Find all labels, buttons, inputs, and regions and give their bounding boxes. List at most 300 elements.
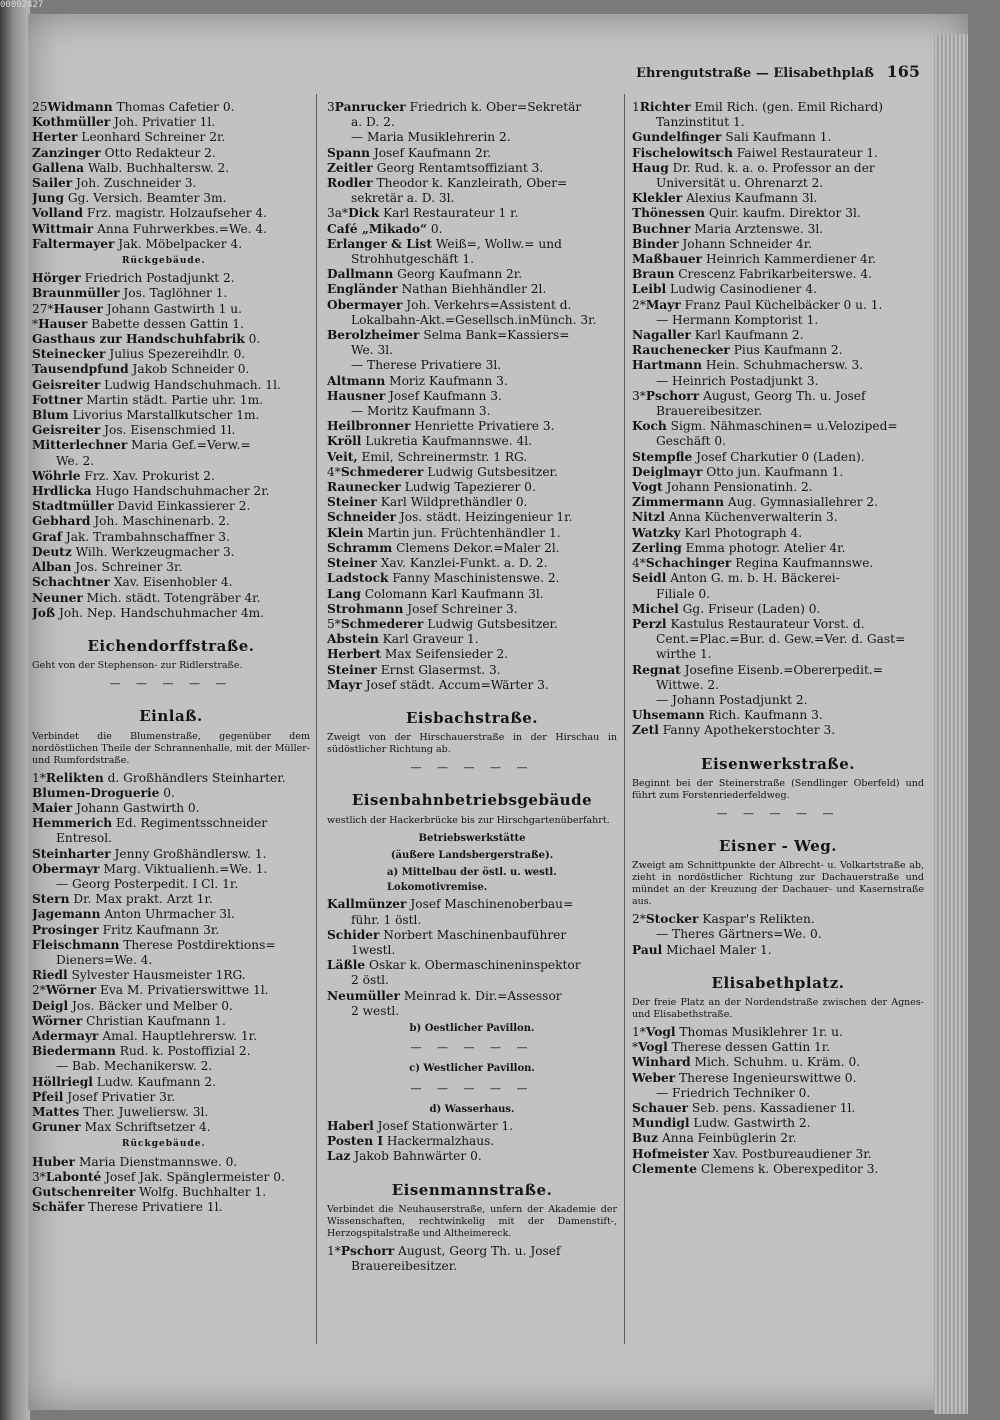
resident-name: Joß [32,605,56,620]
resident-details: Ludwig Handschuhmach. 1l. [104,377,281,392]
directory-entry [32,1029,310,1044]
directory-entry [632,206,924,221]
house-number: 2* [32,983,46,998]
resident-details: Ludwig Casinodiener 4. [669,282,817,297]
entry-continuation: führ. 1 östl. [351,912,422,927]
directory-entry [632,130,924,145]
directory-entry [32,801,310,816]
directory-entry [327,146,617,161]
directory-entry [632,343,924,358]
directory-entry [32,317,310,332]
directory-entry [632,358,924,373]
resident-name: Perzl [632,616,667,631]
resident-details: Mich. städt. Totengräber 4r. [86,590,261,605]
entry-continuation: Wittwe. 2. [656,677,720,692]
house-number: 2* [632,297,646,312]
directory-entry [32,560,310,575]
resident-name: Schauer [632,1100,689,1115]
resident-details: Maria Arztenswe. 3l. [694,221,824,236]
resident-details: 0. [430,221,443,236]
street-heading: Eisenbahnbetriebsgebäude [351,791,593,810]
resident-name: Panrucker [334,100,406,114]
resident-details: Anna Küchenverwalterin 3. [668,510,838,525]
resident-details: Xav. Postbureaudiener 3r. [712,1146,872,1161]
resident-name: Adermayr [32,1028,99,1043]
resident-name: Pschorr [645,388,700,403]
resident-details: Karl Photograph 4. [684,525,803,540]
directory-entry [32,983,310,998]
building-label: Betriebswerkstätte [418,832,526,844]
directory-entry [327,161,617,176]
resident-details: Otto jun. Kaufmann 1. [706,464,844,479]
directory-entry [327,206,617,221]
resident-name: Prosinger [32,922,99,937]
building-label: a) Mittelbau der östl. u. westl. Lokomotivremise. [387,866,557,894]
resident-details: Josef Maschinenoberbau= [410,897,574,912]
resident-details: Jenny Großhändlersw. 1. [114,846,267,861]
page-number: 165 [886,62,920,81]
resident-details: Joh. Zuschneider 3. [76,176,197,191]
resident-details: Dr. Max prakt. Arzt 1r. [73,892,213,907]
directory-entry [327,958,617,973]
directory-entry [32,499,310,514]
resident-name: Geisreiter [32,377,101,392]
resident-name: Zetl [632,723,659,738]
entry-continuation: — Friedrich Techniker 0. [656,1085,811,1100]
resident-details: Michael Maler 1. [666,942,772,957]
resident-name: Schachtner [32,575,110,590]
directory-entry [32,923,310,938]
resident-details: Josef Jak. Spänglermeister 0. [105,1169,285,1184]
resident-details: Jakob Bahnwärter 0. [354,1149,482,1164]
directory-entry [632,602,924,617]
directory-entry [32,408,310,423]
resident-details: Karl Kaufmann 2. [694,328,804,343]
resident-name: Seidl [632,571,667,586]
resident-details: Babette dessen Gattin 1. [91,316,244,331]
resident-name: Gruner [32,1120,81,1135]
resident-name: Schäfer [32,1200,85,1215]
resident-details: Josef Privatier 3r. [67,1089,176,1104]
resident-details: Ernst Glasermst. 3. [380,662,501,677]
resident-details: Georg Kaufmann 2r. [397,267,523,282]
section-separator: — — — — — [716,806,840,820]
street-heading: Eichendorffstraße. [87,636,255,655]
resident-name: Lang [327,586,361,601]
resident-name: Binder [632,236,679,251]
entry-continuation: — Therese Privatiere 3l. [351,358,502,373]
directory-entry [32,100,310,115]
resident-name: Huber [32,1154,76,1169]
entry-continuation: — Georg Posterpedit. I Cl. 1r. [56,876,239,891]
resident-details: August, Georg Th. u. Josef [703,388,866,403]
directory-entry [32,271,310,286]
resident-details: Therese dessen Gattin 1r. [671,1040,831,1055]
directory-entry [32,161,310,176]
resident-details: d. Großhändlers Steinharter. [107,770,286,785]
resident-details: Amal. Hauptlehrersw. 1r. [102,1028,257,1043]
directory-entry [32,378,310,393]
resident-name: Braun [632,267,675,282]
resident-name: Maier [32,800,73,815]
resident-details: Maria Dienstmannswe. 0. [78,1154,238,1169]
resident-name: Braunmüller [32,286,120,301]
street-heading: Elisabethplatz. [711,973,845,992]
resident-name: Hauser [53,301,103,316]
resident-name: Laz [327,1149,351,1164]
entry-continuation: — Theres Gärtners=We. 0. [656,927,822,942]
resident-name: Mayr [327,677,362,692]
directory-entry [32,469,310,484]
resident-details: Clemens Dekor.=Maler 2l. [396,540,560,555]
house-number: 1* [32,770,46,785]
resident-name: Wörner [45,983,97,998]
resident-name: Wittmair [32,221,94,236]
page-fore-edge [934,34,968,1414]
resident-details: Theodor k. Kanzleirath, Ober= [376,176,568,191]
resident-details: Joh. Nep. Handschuhmacher 4m. [59,605,265,620]
directory-entry [32,1170,310,1185]
building-label: b) Oestlicher Pavillon. [409,1022,535,1034]
entry-continuation: Tanzinstitut 1. [656,115,745,130]
resident-details: Otto Redakteur 2. [104,145,216,160]
resident-name: Steiner [327,556,377,571]
directory-entry [32,907,310,922]
resident-details: Karl Graveur 1. [382,632,479,647]
resident-name: Engländer [327,282,398,297]
directory-entry [327,389,617,404]
resident-name: Nagaller [632,328,691,343]
resident-name: Fleischmann [32,937,120,952]
resident-details: Emil Rich. (gen. Emil Richard) [694,100,884,114]
entry-continuation: — Hermann Komptorist 1. [656,312,819,327]
directory-entry [32,968,310,983]
resident-name: Leibl [632,282,667,297]
resident-details: Thomas Cafetier 0. [116,100,235,114]
entry-continuation: Lokalbahn-Akt.=Gesellsch.inMünch. 3r. [351,312,597,327]
resident-details: Wilh. Werkzeugmacher 3. [75,544,235,559]
resident-name: Hausner [327,388,386,403]
resident-details: Franz Paul Küchelbäcker 0 u. 1. [684,297,883,312]
directory-entry [632,328,924,343]
resident-name: Klein [327,525,364,540]
section-separator: — — — — — [410,1081,534,1095]
resident-name: Thönessen [632,206,706,221]
resident-details: Hein. Schuhmachersw. 3. [705,358,864,373]
resident-details: Johann Gastwirth 1 u. [106,301,242,316]
directory-entry [32,847,310,862]
resident-name: Gebhard [32,514,91,529]
resident-name: Mitterlechner [32,438,128,453]
resident-details: Sylvester Hausmeister 1RG. [71,968,246,983]
resident-details: Thomas Musiklehrer 1r. u. [679,1024,843,1039]
resident-name: Hartmann [632,358,702,373]
resident-details: Mich. Schuhm. u. Kräm. 0. [694,1055,861,1070]
directory-entry [327,632,617,647]
resident-name: Neumüller [327,988,400,1003]
directory-entry [632,571,924,586]
resident-name: Schider [327,927,380,942]
resident-details: Norbert Maschinenbauführer [383,927,567,942]
resident-details: Martin jun. Früchtenhändler 1. [367,525,561,540]
resident-details: Lukretia Kaufmannswe. 4l. [365,434,533,449]
resident-details: Jos. Bäcker und Melber 0. [71,998,233,1013]
directory-entry [327,419,617,434]
resident-details: Therese Ingenieurswittwe 0. [679,1070,857,1085]
directory-entry [327,434,617,449]
directory-entry [327,571,617,586]
resident-details: Emma photogr. Atelier 4r. [685,540,846,555]
resident-name: Buz [632,1131,659,1146]
resident-name: Volland [32,206,84,221]
directory-entry [32,237,310,252]
resident-details: Henriette Privatiere 3. [414,419,555,434]
resident-name: Mayr [645,297,681,312]
resident-name: Vogl [645,1024,676,1039]
resident-details: Anton G. m. b. H. Bäckerei- [670,571,840,586]
directory-entry [632,510,924,525]
house-number: * [32,316,39,331]
directory-entry [32,1105,310,1120]
resident-name: Faltermayer [32,236,115,251]
entry-continuation: — Bab. Mechanikersw. 2. [56,1059,213,1074]
resident-details: Josef Kaufmann 3. [389,388,502,403]
resident-details: Anna Fuhrwerkbes.=We. 4. [97,221,268,236]
building-label: d) Wasserhaus. [429,1103,515,1115]
directory-entry [32,591,310,606]
entry-continuation: — Heinrich Postadjunkt 3. [656,373,819,388]
directory-entry [32,423,310,438]
resident-name: Pfeil [32,1089,64,1104]
resident-name: Zanzinger [32,145,101,160]
directory-entry [632,267,924,282]
resident-details: Gg. Friseur (Laden) 0. [682,601,821,616]
resident-details: Emil, Schreinermstr. 1 RG. [361,449,528,464]
resident-details: Aug. Gymnasiallehrer 2. [727,495,879,510]
resident-name: Raunecker [327,480,401,495]
resident-details: Johann Gastwirth 0. [76,800,200,815]
building-label: (äußere Landsbergerstraße). [390,849,554,861]
house-number: 3* [632,388,646,403]
street-description: Zweigt am Schnittpunkte der Albrecht- u. Volkartstraße ab, zieht in nordöstlicher Richtung zur Dachauerstraße und mündet an der Kreuzung der Dachauer- und Kasernstraße aus. [632,860,924,908]
directory-entry [32,1090,310,1105]
resident-details: Julius Spezereihdlr. 0. [109,347,246,362]
directory-entry [32,206,310,221]
resident-details: Seb. pens. Kassadiener 1l. [691,1100,856,1115]
resident-details: August, Georg Th. u. Josef [398,1243,561,1258]
resident-name: Buchner [632,221,691,236]
resident-details: Jos. städt. Heizingenieur 1r. [399,510,573,525]
directory-entry [32,484,310,499]
directory-entry [327,267,617,282]
resident-name: Steinecker [32,347,106,362]
entry-continuation: wirthe 1. [656,647,712,662]
resident-details: Moriz Kaufmann 3. [389,373,508,388]
resident-name: Labonté [45,1169,102,1184]
resident-name: Posten I [327,1134,384,1149]
resident-name: Vogl [638,1040,668,1055]
directory-entry [32,191,310,206]
resident-name: Kröll [327,434,362,449]
resident-name: Abstein [327,632,379,647]
resident-name: Veit, [327,449,358,464]
directory-entry [327,897,617,912]
resident-name: Gallena [32,160,85,175]
directory-entry [32,606,310,621]
resident-details: Hugo Handschuhmacher 2r. [95,484,270,499]
resident-name: Stadtmüller [32,499,114,514]
resident-details: Ludwig Gutsbesitzer. [427,616,558,631]
resident-details: Georg Rentamtsoffiziant 3. [376,160,544,175]
resident-details: Gg. Versich. Beamter 3m. [67,191,227,206]
directory-entry [32,332,310,347]
resident-details: Sali Kaufmann 1. [725,130,832,145]
street-heading: Eisenmannstraße. [391,1180,553,1199]
street-heading: Eisbachstraße. [406,708,538,727]
resident-name: Kothmüller [32,115,111,130]
directory-entry [632,1162,924,1177]
directory-entry [327,663,617,678]
resident-details: Colomann Karl Kaufmann 3l. [364,586,544,601]
resident-details: Rud. k. Postoffizial 2. [119,1044,251,1059]
directory-entry [32,130,310,145]
house-number: * [632,1040,639,1055]
resident-details: Jos. Taglöhner 1. [123,286,228,301]
resident-details: Josef Schreiner 3. [407,601,518,616]
directory-entry [327,647,617,662]
resident-details: 0. [248,332,261,347]
directory-entry [327,602,617,617]
resident-name: Jung [32,191,65,206]
house-number: 3a* [327,206,349,221]
resident-name: Wöhrle [32,468,81,483]
resident-name: Zimmermann [632,495,725,510]
resident-details: Heinrich Kammerdiener 4r. [705,252,877,267]
directory-entry [632,389,924,404]
directory-entry [32,393,310,408]
resident-name: Schmederer [340,616,424,631]
resident-name: Altmann [327,373,386,388]
directory-entry [327,237,617,252]
resident-details: Maria Gef.=Verw.= [131,438,251,453]
directory-entry [327,282,617,297]
resident-details: Sigm. Nähmaschinen= u.Veloziped= [670,419,898,434]
resident-details: Quir. kaufm. Direktor 3l. [708,206,861,221]
directory-entry [632,298,924,313]
directory-entry [632,480,924,495]
directory-entry [632,541,924,556]
resident-name: Uhsemann [632,708,705,723]
directory-entry [32,1155,310,1170]
resident-details: Martin städt. Partie uhr. 1m. [86,392,263,407]
resident-details: Joh. Maschinenarb. 2. [94,514,230,529]
directory-entry [632,495,924,510]
entry-continuation: Filiale 0. [656,586,711,601]
resident-name: Watzky [632,525,681,540]
directory-entry [632,1055,924,1070]
entry-continuation: 2 östl. [351,973,389,988]
street-description: westlich der Hackerbrücke bis zur Hirschgartenüberfahrt. [327,814,610,826]
house-number: 1* [327,1243,341,1258]
directory-entry [32,545,310,560]
directory-entry [632,617,924,632]
resident-details: Josef Stationwärter 1. [377,1118,514,1133]
resident-name: Zerling [632,540,682,555]
directory-entry [32,1200,310,1215]
resident-name: Haug [632,160,669,175]
resident-name: Regnat [632,662,681,677]
resident-name: Klekler [632,191,683,206]
house-number: 4* [327,464,341,479]
directory-entry [632,1147,924,1162]
resident-details: Jak. Möbelpacker 4. [118,236,243,251]
directory-entry [327,928,617,943]
resident-name: Fottner [32,392,83,407]
directory-entry [32,115,310,130]
resident-name: Deutz [32,544,72,559]
resident-details: Jos. Eisenschmied 1l. [104,423,236,438]
resident-name: Pschorr [340,1243,395,1258]
street-description: Verbindet die Neuhauserstraße, unfern der Akademie der Wissenschaften, rechtwinkelig mit der Damenstift-, Herzogspitalstraße und Altheimereck. [327,1203,617,1239]
resident-name: Läßle [327,958,366,973]
directory-entry [327,450,617,465]
directory-entry [327,374,617,389]
resident-details: Weiß=, Wollw.= und [435,236,562,251]
house-number: 2* [632,912,646,927]
section-separator: — — — — — [410,1041,534,1055]
resident-name: Dick [348,206,380,221]
resident-details: Johann Pensionatinh. 2. [666,480,813,495]
resident-details: Crescenz Fabrikarbeiterswe. 4. [678,267,873,282]
house-number: 5* [327,616,341,631]
resident-name: Schramm [327,540,393,555]
directory-entry [632,450,924,465]
resident-name: Paul [632,942,663,957]
street-description: Der freie Platz an der Nordendstraße zwischen der Agnes- und Elisabethstraße. [632,996,924,1020]
resident-name: Steiner [327,495,377,510]
directory-entry [632,556,924,571]
street-description: Beginnt bei der Steinerstraße (Sendlinger Oberfeld) und führt zum Forstenriederfeldweg. [632,777,924,801]
street-heading: Eisenwerkstraße. [701,754,855,773]
resident-name: Heilbronner [327,419,411,434]
entry-continuation: — Johann Postadjunkt 2. [656,692,808,707]
entry-continuation: Geschäft 0. [656,434,727,449]
resident-details: Leonhard Schreiner 2r. [81,130,226,145]
section-separator: — — — — — [109,677,233,691]
resident-name: Hauser [38,316,88,331]
entry-continuation: Brauereibesitzer. [351,1259,458,1273]
directory-entry [327,495,617,510]
resident-details: Jakob Schneider 0. [132,362,250,377]
directory-entry [32,1120,310,1135]
column-right [632,100,924,1177]
directory-entry [632,943,924,958]
column-divider [624,94,625,1344]
resident-name: Richter [639,100,691,114]
resident-details: Ther. Juweliersw. 3l. [83,1104,209,1119]
resident-name: Obermayr [32,861,100,876]
resident-name: Herter [32,130,78,145]
resident-details: Hackermalzhaus. [386,1134,495,1149]
resident-name: Alban [32,560,72,575]
resident-name: Steinharter [32,846,111,861]
column-divider [316,94,317,1344]
entry-continuation: Strohhutgeschäft 1. [351,252,474,267]
resident-details: Eva M. Privatierswittwe 1l. [100,983,269,998]
directory-entry [327,328,617,343]
house-number: 4* [632,556,646,571]
resident-name: Hemmerich [32,816,113,831]
